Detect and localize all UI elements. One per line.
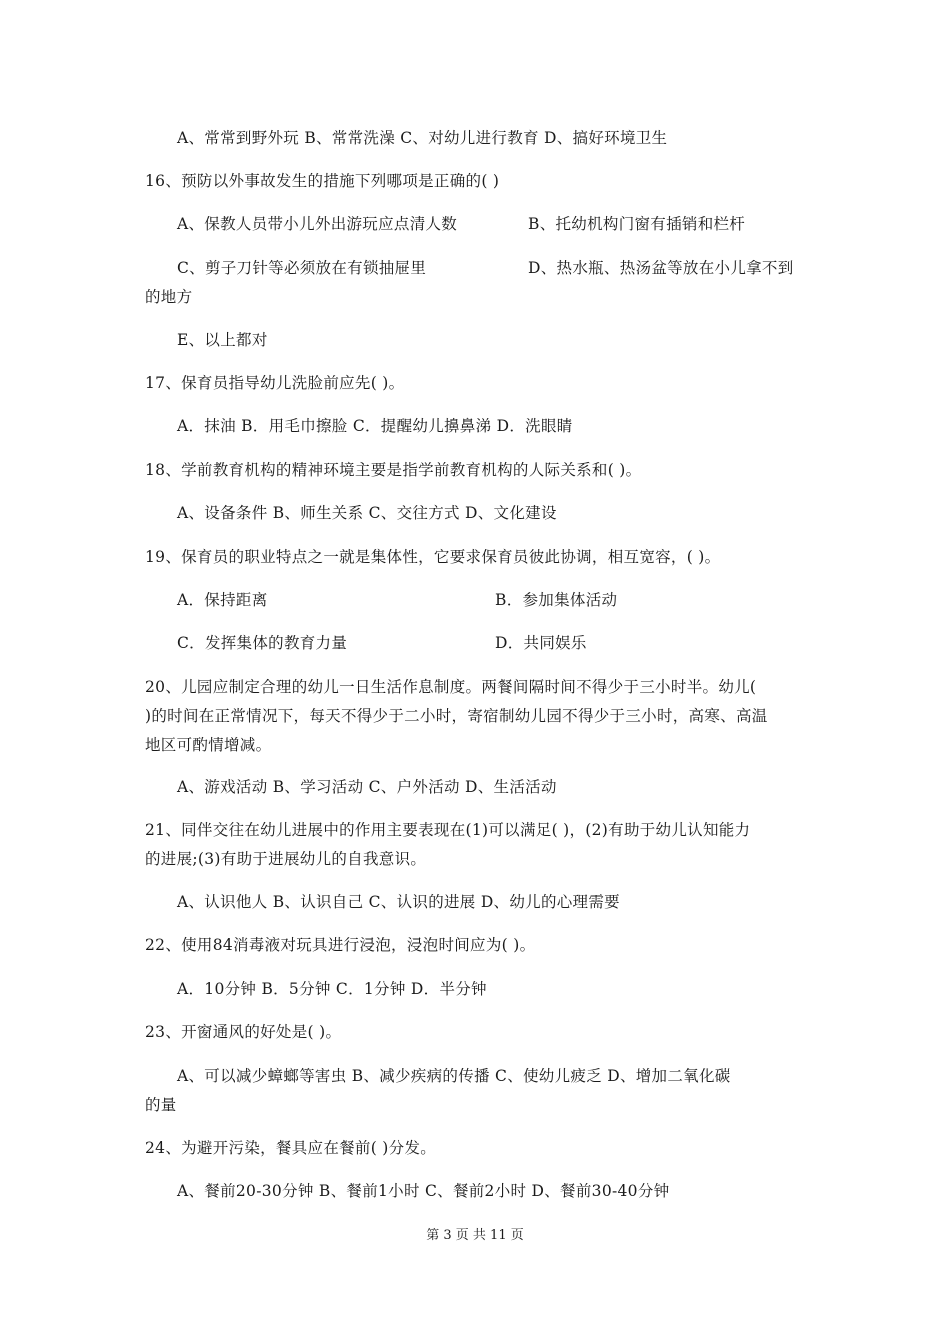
q19-stem: 19、保育员的职业特点之一就是集体性，它要求保育员彼此协调，相互宽容，( )。 [145, 548, 721, 566]
q18-options: A、设备条件 B、师生关系 C、交往方式 D、文化建设 [177, 504, 557, 522]
q18-stem: 18、学前教育机构的精神环境主要是指学前教育机构的人际关系和( )。 [145, 461, 642, 479]
q16-option-c: C、剪子刀针等必须放在有锁抽屉里 [177, 259, 427, 277]
q21-options: A、认识他人 B、认识自己 C、认识的进展 D、幼儿的心理需要 [177, 893, 620, 911]
q23-options: A、可以减少蟑螂等害虫 B、减少疾病的传播 C、使幼儿疲乏 D、增加二氧化碳 [177, 1067, 731, 1085]
q17-stem: 17、保育员指导幼儿洗脸前应先( )。 [145, 374, 405, 392]
q23-stem: 23、开窗通风的好处是( )。 [145, 1023, 342, 1041]
q22-options: A．10分钟 B．5分钟 C．1分钟 D．半分钟 [177, 980, 487, 998]
q19-option-b: B．参加集体活动 [495, 591, 618, 609]
q15-options: A、常常到野外玩 B、常常洗澡 C、对幼儿进行教育 D、搞好环境卫生 [177, 129, 668, 147]
q16-option-d-continued: 的地方 [145, 288, 193, 306]
q20-stem-line-2: )的时间在正常情况下，每天不得少于二小时，寄宿制幼儿园不得少于三小时，高寒、高温 [145, 707, 768, 725]
q16-option-d: D、热水瓶、热汤盆等放在小儿拿不到 [528, 259, 794, 277]
q24-stem: 24、为避开污染，餐具应在餐前( )分发。 [145, 1139, 437, 1157]
q19-option-d: D．共同娱乐 [495, 634, 587, 652]
q17-options: A．抹油 B．用毛巾擦脸 C．提醒幼儿擤鼻涕 D．洗眼睛 [177, 417, 573, 435]
q20-stem-line-1: 20、儿园应制定合理的幼儿一日生活作息制度。两餐间隔时间不得少于三小时半。幼儿( [145, 678, 757, 696]
q20-stem-line-3: 地区可酌情增减。 [145, 736, 272, 754]
q16-option-a: A、保教人员带小儿外出游玩应点清人数 [177, 215, 458, 233]
q23-options-continued: 的量 [145, 1096, 177, 1114]
q22-stem: 22、使用84消毒液对玩具进行浸泡，浸泡时间应为( )。 [145, 936, 536, 954]
q24-options: A、餐前20-30分钟 B、餐前1小时 C、餐前2小时 D、餐前30-40分钟 [177, 1182, 670, 1200]
q19-option-a: A．保持距离 [177, 591, 268, 609]
page-number-footer: 第 3 页 共 11 页 [426, 1228, 524, 1243]
q21-stem-line-1: 21、同伴交往在幼儿进展中的作用主要表现在(1)可以满足( )，(2)有助于幼儿认知能力 [145, 821, 751, 839]
q20-options: A、游戏活动 B、学习活动 C、户外活动 D、生活活动 [177, 778, 557, 796]
q16-stem: 16、预防以外事故发生的措施下列哪项是正确的( ) [145, 172, 500, 190]
q19-option-c: C．发挥集体的教育力量 [177, 634, 348, 652]
q16-option-b: B、托幼机构门窗有插销和栏杆 [528, 215, 746, 233]
q21-stem-line-2: 的进展;(3)有助于进展幼儿的自我意识。 [145, 850, 427, 868]
q16-option-e: E、以上都对 [177, 331, 268, 349]
